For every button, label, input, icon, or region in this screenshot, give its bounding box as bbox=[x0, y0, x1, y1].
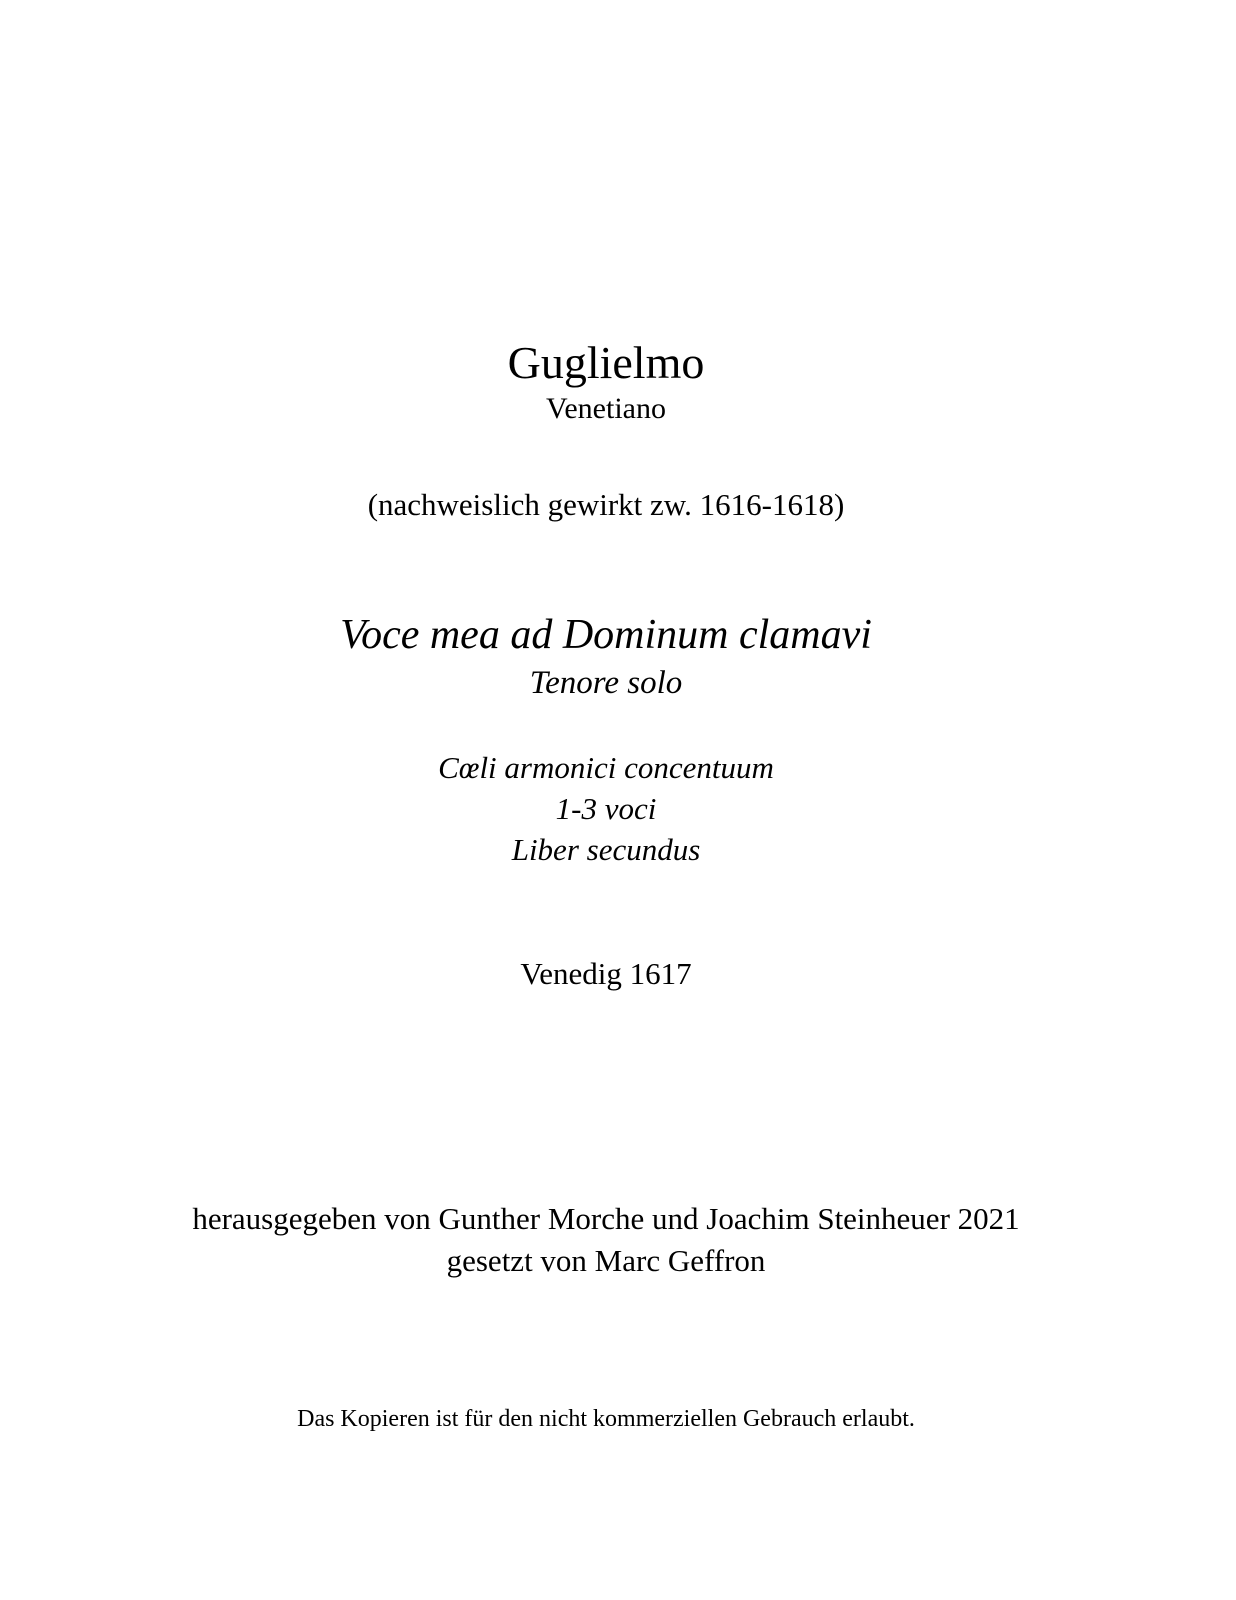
work-scoring: Tenore solo bbox=[529, 665, 683, 701]
copyright-note: Das Kopieren ist für den nicht kommerziellen Gebrauch erlaubt. bbox=[297, 1406, 915, 1432]
work-title: Voce mea ad Dominum clamavi bbox=[340, 612, 872, 658]
collection-voices: 1-3 voci bbox=[555, 791, 657, 826]
composer-dates: (nachweislich gewirkt zw. 1616-1618) bbox=[367, 487, 845, 522]
composer-origin: Venetiano bbox=[546, 392, 666, 425]
collection-title: Cœli armonici concentuum bbox=[438, 750, 774, 785]
typesetter-credit: gesetzt von Marc Geffron bbox=[446, 1243, 766, 1278]
editors-credit: herausgegeben von Gunther Morche und Joachim Steinheuer 2021 bbox=[192, 1201, 1020, 1236]
composer-name: Guglielmo bbox=[507, 337, 705, 388]
publication-place-year: Venedig 1617 bbox=[520, 956, 692, 991]
collection-book: Liber secundus bbox=[511, 832, 701, 867]
